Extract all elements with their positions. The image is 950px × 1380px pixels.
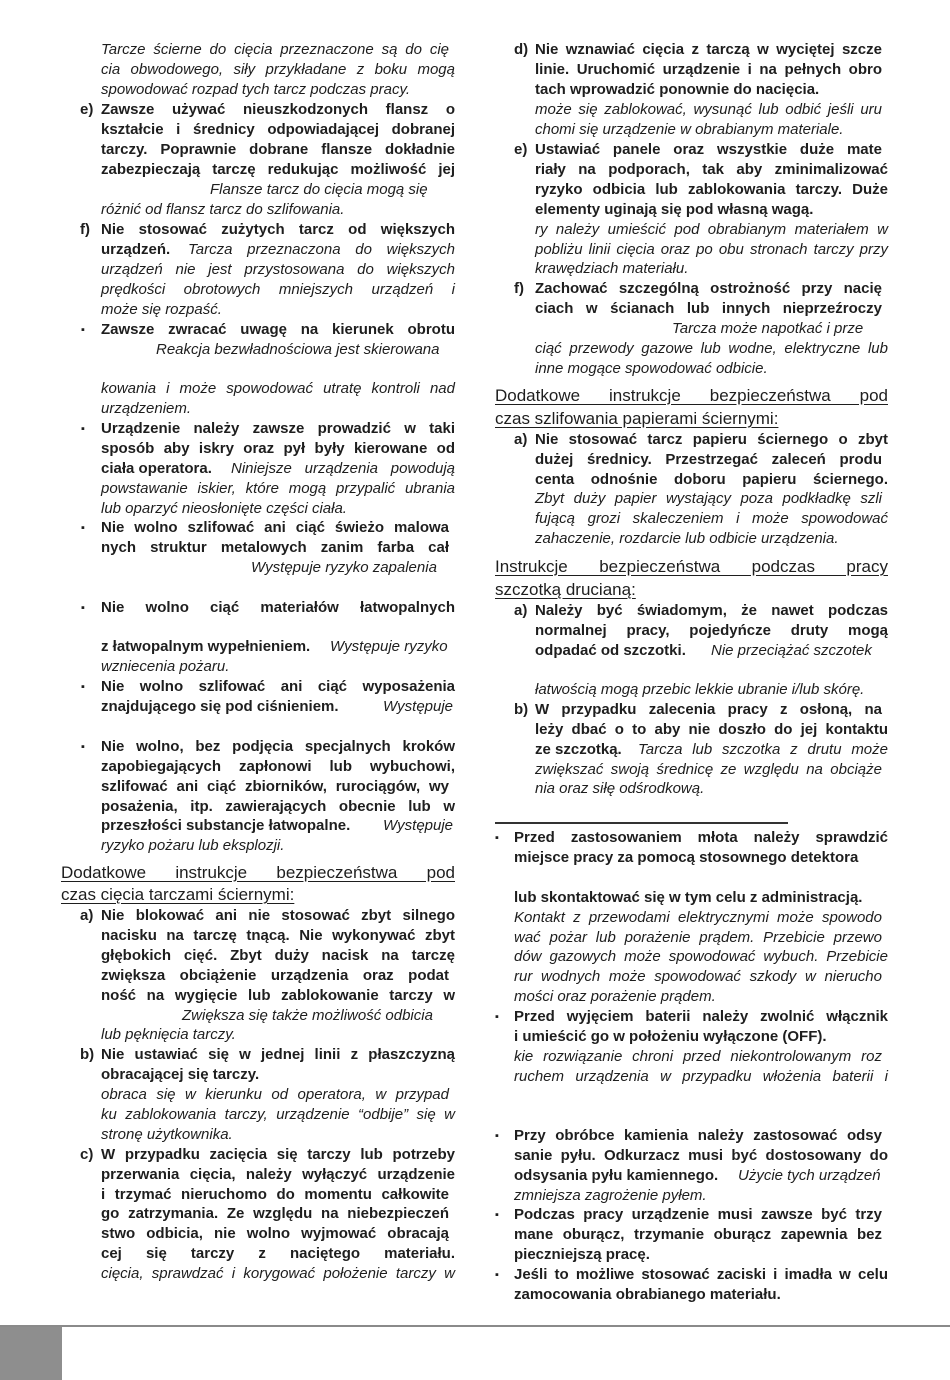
- bullet-icon: ▪: [495, 1130, 499, 1142]
- text-line: ku zablokowania tarczy, urządzenie “odbije” się w: [101, 1106, 455, 1123]
- text-line: głębokich cięć. Zbyt duży nacisk na tarczę: [101, 947, 455, 964]
- text-line: spowodować rozpad tych tarcz podczas pracy.: [101, 81, 411, 98]
- item-label-b: b): [514, 701, 529, 718]
- text-line: centa odnośnie doboru papieru ściernego.: [535, 471, 888, 488]
- text-line: Nie wolno ciąć materiałów łatwopalnych: [101, 599, 455, 616]
- item-label-e: e): [80, 101, 94, 118]
- text-line: tach wprowadzić ponownie do nacięcia.: [535, 81, 820, 98]
- text-line: cia obwodowego, siły przykładane z boku mogą: [101, 61, 455, 78]
- text-line: Tarcza może napotkać i prze: [672, 320, 864, 337]
- text-line: Występuje ryzyko: [330, 638, 448, 655]
- text-line: Zawsze używać nieuszkodzonych flansz o: [101, 101, 455, 118]
- text-line: sanie pyłu. Odkurzacz musi być dostosowany do: [514, 1147, 888, 1164]
- text-line: leży dbać o to aby nie doszło do jej kontaktu: [535, 721, 888, 738]
- text-line: Występuje: [383, 817, 454, 834]
- section-heading: Instrukcje bezpieczeństwa podczas pracy: [495, 557, 888, 576]
- text-line: Nie wolno szlifować ani ciąć wyposażenia: [101, 678, 455, 695]
- text-line: urządzeniem.: [101, 400, 192, 417]
- item-label-f: f): [80, 221, 90, 238]
- text-line: Nie ustawiać się w jednej linii z płaszczyzną: [101, 1046, 455, 1063]
- text-line: Użycie tych urządzeń: [738, 1167, 881, 1184]
- text-line: odpadać od szczotki.: [535, 642, 686, 659]
- item-label-f: f): [514, 280, 524, 297]
- item-label-e: e): [514, 141, 528, 158]
- text-line: ryzyko pożaru lub eksplozji.: [101, 837, 285, 854]
- item-label-a: a): [514, 602, 528, 619]
- text-line: Zwiększa się także możliwość odbicia: [182, 1007, 433, 1024]
- bullet-icon: ▪: [81, 423, 85, 435]
- text-line: Zbyt duży papier wystający poza podkładkę szli: [535, 490, 882, 507]
- item-label-a: a): [80, 907, 94, 924]
- text-line: kształcie i średnicy odpowiadającej dobranej: [101, 121, 455, 138]
- text-line: Nie przeciążać szczotek: [711, 642, 872, 659]
- text-line: obraca się w kierunku od operatora, w przypad: [101, 1086, 449, 1103]
- text-line: Przed zastosowaniem młota należy sprawdzić: [514, 829, 888, 846]
- text-line: go zatrzymania. Ze względu na niebezpieczeń: [101, 1205, 449, 1222]
- text-line: dużej średnicy. Przestrzegać zaleceń produ: [535, 451, 882, 468]
- text-line: Nie stosować zużytych tarcz od większych: [101, 221, 455, 238]
- text-line: powstawanie iskier, które mogą przypalić ubrania: [101, 480, 455, 497]
- text-line: inne mogące spowodować odbicie.: [535, 360, 768, 377]
- section-divider: [495, 822, 788, 824]
- text-line: mości oraz porażenie prądem.: [514, 988, 716, 1005]
- text-line: posażenia, itp. zawierających obecnie lub w: [101, 798, 455, 815]
- text-line: Nie blokować ani nie stosować zbyt silnego: [101, 907, 455, 924]
- text-line: przerwania cięcia, należy wyłączyć urządzenie: [101, 1166, 455, 1183]
- text-line: może się zablokować, wysunąć lub odbić jeśli uru: [535, 101, 882, 118]
- text-line: prędkości obrotowych mniejszych urządzeń i: [101, 281, 455, 298]
- text-line: ruchem urządzenia w przypadku włożenia baterii i: [514, 1068, 888, 1085]
- text-line: nych struktur metalowych zanim farba cał: [101, 539, 449, 556]
- text-line: stronę użytkownika.: [101, 1126, 233, 1143]
- text-line: mane oburącz, trzymanie oburącz zapewnia bez: [514, 1226, 882, 1243]
- text-line: Tarcza przeznaczona do większych: [188, 241, 455, 258]
- text-line: pieczniejszą pracę.: [514, 1246, 650, 1263]
- text-line: z łatwopalnym wypełnieniem.: [101, 638, 311, 655]
- text-line: odsysania pyłu kamiennego.: [514, 1167, 719, 1184]
- text-line: i umieścić go w położeniu wyłączone (OFF).: [514, 1028, 827, 1045]
- item-label-d: d): [514, 41, 529, 58]
- bullet-icon: ▪: [495, 832, 499, 844]
- text-line: łatwością mogą przebic lekkie ubranie i/lub skórę.: [535, 681, 865, 698]
- text-line: Kontakt z przewodami elektrycznymi może spowodo: [514, 909, 882, 926]
- text-line: Nie wolno szlifować ani ciąć świeżo malowa: [101, 519, 449, 536]
- text-line: wać pożar lub porażenie prądem. Przebicie przewo: [514, 929, 882, 946]
- text-line: zapobiegających zapłonowi lub wybuchowi,: [101, 758, 455, 775]
- text-line: fującą grozi skaleczeniem i może spowodować: [535, 510, 888, 527]
- text-line: Należy być świadomym, że nawet podczas: [535, 602, 888, 619]
- text-line: ryzyko odbicia lub zablokowania tarczy. Duże: [535, 181, 888, 198]
- text-line: nia oraz siłę odśrodkową.: [535, 780, 705, 797]
- text-line: Urządzenie należy zawsze prowadzić w taki: [101, 420, 455, 437]
- footer-rule: [0, 1325, 950, 1327]
- text-line: Flansze tarcz do cięcia mogą się: [210, 181, 428, 198]
- text-line: różnić od flansz tarcz do szlifowania.: [101, 201, 345, 218]
- text-line: pobliżu linii cięcia oraz po obu stronach tarczy przy: [535, 241, 888, 258]
- text-line: Przy obróbce kamienia należy zastosować odsy: [514, 1127, 882, 1144]
- bullet-icon: ▪: [81, 741, 85, 753]
- text-line: W przypadku zacięcia się tarczy lub potrzeby: [101, 1146, 455, 1163]
- section-heading: szczotką drucianą:: [495, 580, 636, 599]
- text-line: riały na podporach, tak aby zminimalizować: [535, 161, 888, 178]
- text-line: W przypadku zalecenia pracy z osłoną, na: [535, 701, 882, 718]
- bullet-icon: ▪: [81, 522, 85, 534]
- text-line: Przed wyjęciem baterii należy zwolnić włącznik: [514, 1008, 888, 1025]
- section-heading: czas szlifowania papierami ściernymi:: [495, 409, 779, 428]
- bullet-icon: ▪: [495, 1269, 499, 1281]
- text-line: przeszłości substancje łatwopalne.: [101, 817, 351, 834]
- bullet-icon: ▪: [495, 1011, 499, 1023]
- text-line: zahaczenie, rozdarcie lub odbicie urządzenia.: [535, 530, 839, 547]
- section-heading: czas cięcia tarczami ściernymi:: [61, 885, 295, 904]
- text-line: Podczas pracy urządzenie musi zawsze być trzy: [514, 1206, 882, 1223]
- text-line: zamocowania obrabianego materiału.: [514, 1286, 781, 1303]
- text-line: cięcia, sprawdzać i korygować położenie tarczy w: [101, 1265, 455, 1282]
- item-label-b: b): [80, 1046, 95, 1063]
- text-line: miejsce pracy za pomocą stosownego detektora: [514, 849, 859, 866]
- text-line: Niniejsze urządzenia powodują: [231, 460, 455, 477]
- text-line: Tarcze ścierne do cięcia przeznaczone są do cię: [101, 41, 449, 58]
- text-line: może się rozpaść.: [101, 301, 222, 318]
- text-line: ciąć przewody gazowe lub wodne, elektryczne lub: [535, 340, 888, 357]
- item-label-c: c): [80, 1146, 94, 1163]
- text-line: dów gazowych może spowodować wybuch. Przebicie: [514, 948, 888, 965]
- text-line: Zachować szczególną ostrożność przy nacię: [535, 280, 882, 297]
- text-line: zwiększać swoją średnicę ze względu na obciąże: [535, 761, 882, 778]
- text-line: zwiększa obciążenie urządzenia oraz podat: [101, 967, 449, 984]
- text-line: ciach w ścianach lub innych nieprzeźroczy: [535, 300, 882, 317]
- text-line: Tarcza lub szczotka z drutu może: [638, 741, 888, 758]
- text-line: wzniecenia pożaru.: [101, 658, 230, 675]
- text-line: normalnej pracy, pojedyńcze druty mogą: [535, 622, 888, 639]
- text-line: cej się tarczy z naciętego materiału.: [101, 1245, 455, 1262]
- text-line: Nie stosować tarcz papieru ściernego o zbyt: [535, 431, 888, 448]
- section-heading: Dodatkowe instrukcje bezpieczeństwa pod: [495, 386, 888, 405]
- text-line: i trzymać nieruchomo do momentu całkowite: [101, 1186, 449, 1203]
- text-line: krawędziach materiału.: [535, 260, 689, 277]
- text-line: nacisku na tarczę tnącą. Nie wykonywać zbyt: [101, 927, 455, 944]
- text-line: Ustawiać panele oraz wszystkie duże mate: [535, 141, 882, 158]
- text-line: znajdującego się pod ciśnieniem.: [101, 698, 339, 715]
- text-line: obracającej się tarczy.: [101, 1066, 260, 1083]
- text-line: tarczy. Poprawnie dobrane flansze dokładnie: [101, 141, 455, 158]
- text-line: urządzeń nie jest przystosowana do większych: [101, 261, 455, 278]
- text-line: Zawsze zwracać uwagę na kierunek obrotu: [101, 321, 455, 338]
- bullet-icon: ▪: [81, 681, 85, 693]
- text-line: Jeśli to możliwe stosować zaciski i imadła w celu: [514, 1266, 888, 1283]
- text-line: ciała operatora.: [101, 460, 212, 477]
- text-line: ność na wygięcie lub zablokowanie tarczy w: [101, 987, 455, 1004]
- text-line: sposób aby iskry oraz pył były kierowane od: [101, 440, 455, 457]
- text-line: kie rozwiązanie chroni przed niekontrolowanym roz: [514, 1048, 882, 1065]
- text-line: rur wodnych może spowodować szkody w nierucho: [514, 968, 882, 985]
- text-line: urządzeń.: [101, 241, 171, 258]
- text-line: Nie wolno, bez podjęcia specjalnych kroków: [101, 738, 455, 755]
- text-line: Występuje: [383, 698, 454, 715]
- text-line: ze szczotką.: [535, 741, 622, 758]
- text-line: chomi się urządzenie w obrabianym materiale.: [535, 121, 844, 138]
- text-line: Występuje ryzyko zapalenia: [251, 559, 437, 576]
- text-line: zmniejsza zagrożenie pyłem.: [514, 1187, 707, 1204]
- item-label-a: a): [514, 431, 528, 448]
- text-line: linie. Uruchomić urządzenie i na pełnych obro: [535, 61, 882, 78]
- page-number-box: [0, 1327, 62, 1380]
- text-line: lub skontaktować się w tym celu z administracją.: [514, 889, 863, 906]
- text-line: lub pęknięcia tarczy.: [101, 1026, 236, 1043]
- section-heading: Dodatkowe instrukcje bezpieczeństwa pod: [61, 863, 455, 882]
- text-line: lub oparzyć nieosłonięte części ciała.: [101, 500, 347, 517]
- text-line: ry należy umieścić pod obrabianym materiałem w: [535, 221, 888, 238]
- text-line: Nie wznawiać cięcia z tarczą w wyciętej szcze: [535, 41, 882, 58]
- text-line: Reakcja bezwładnościowa jest skierowana: [156, 341, 440, 358]
- text-line: szlifować ani ciąć zbiorników, rurociągów, wy: [101, 778, 449, 795]
- text-line: stwo odbicia, nie wolno wyjmować obracają: [101, 1225, 449, 1242]
- bullet-icon: ▪: [495, 1209, 499, 1221]
- bullet-icon: ▪: [81, 324, 85, 336]
- bullet-icon: ▪: [81, 602, 85, 614]
- text-line: zabezpieczają tarczę redukując możliwość jej: [101, 161, 455, 178]
- text-line: elementy uginają się pod własną wagą.: [535, 201, 814, 218]
- text-line: kowania i może spowodować utratę kontroli nad: [101, 380, 455, 397]
